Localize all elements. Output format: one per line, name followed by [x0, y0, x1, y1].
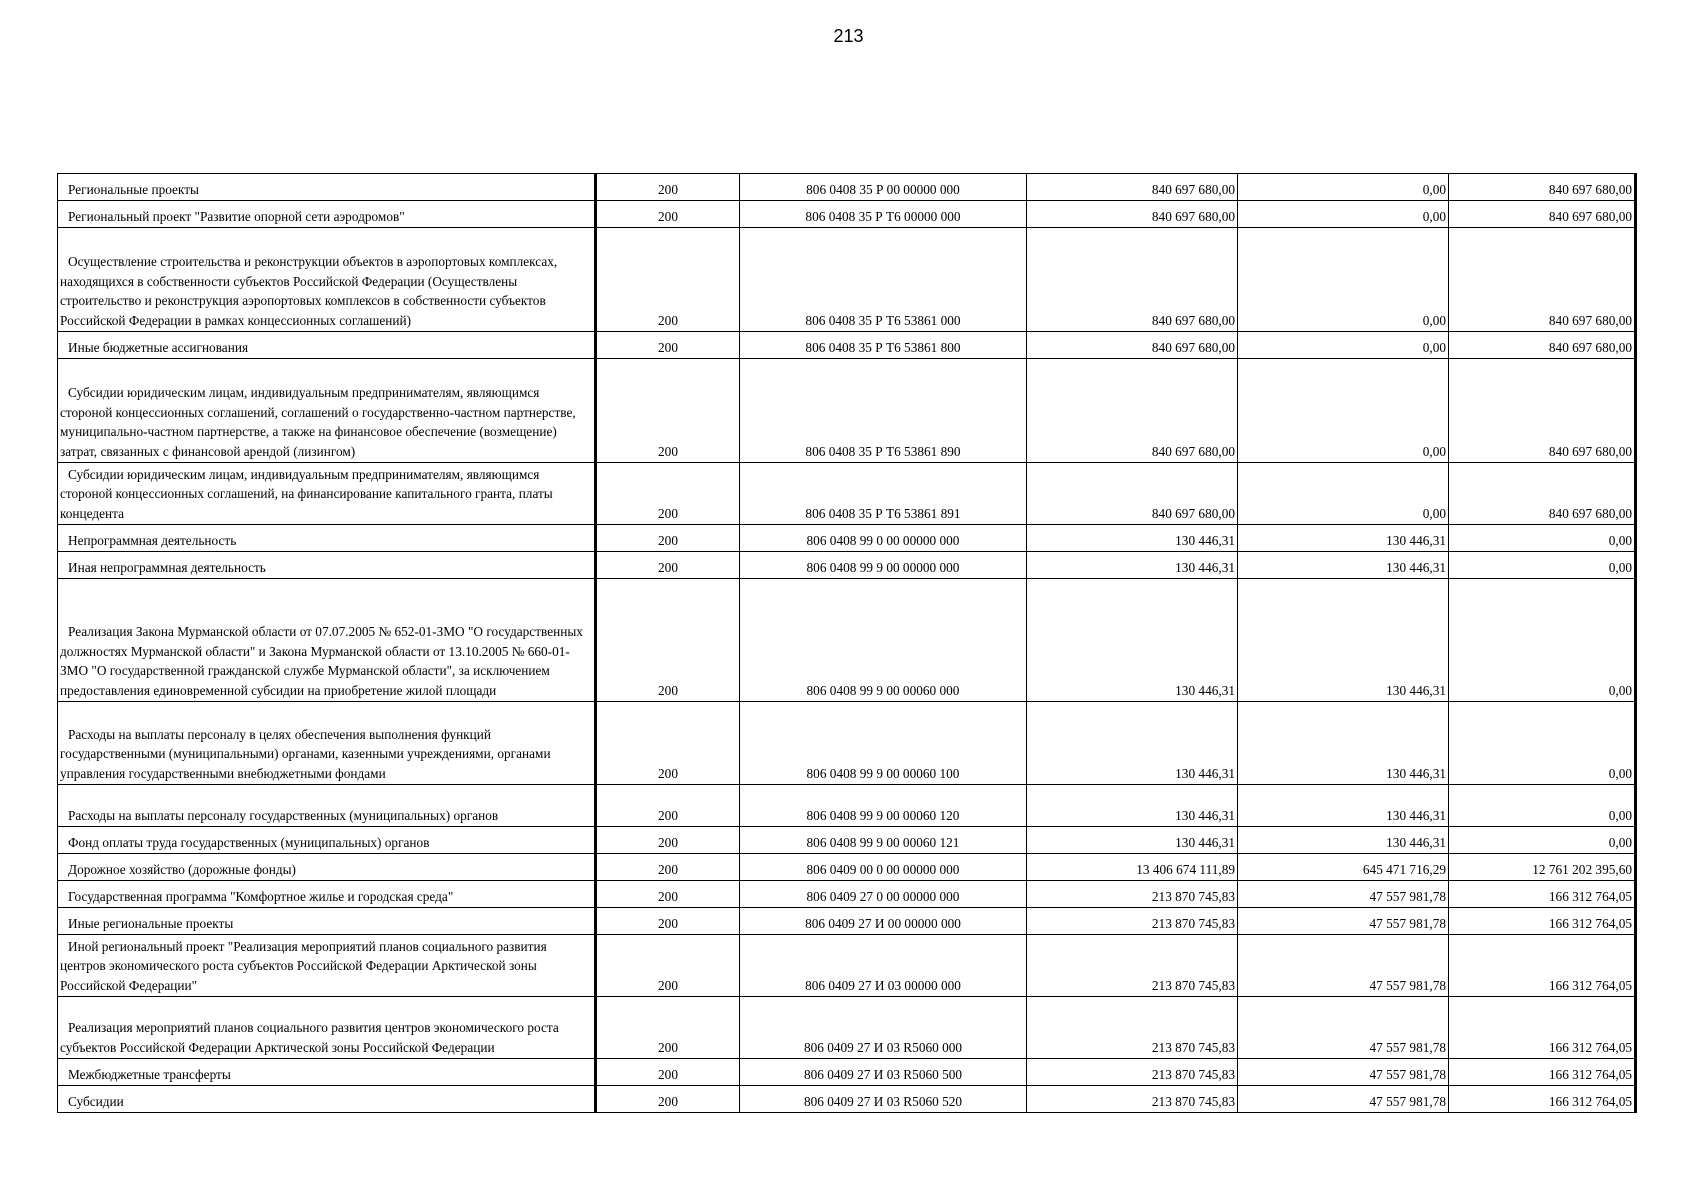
row-name: [58, 881, 596, 908]
row-line-code: 200: [596, 997, 740, 1059]
row-executed: 645 471 716,29: [1238, 854, 1449, 881]
row-unexecuted: 840 697 680,00: [1449, 174, 1636, 201]
row-classification: 806 0408 99 0 00 00000 000: [740, 525, 1027, 552]
row-executed: 130 446,31: [1238, 702, 1449, 785]
table-row: [58, 1086, 1636, 1113]
row-line-code: 200: [596, 174, 740, 201]
row-approved: 840 697 680,00: [1027, 228, 1238, 332]
row-unexecuted: 840 697 680,00: [1449, 463, 1636, 525]
row-approved: 130 446,31: [1027, 827, 1238, 854]
row-classification: 806 0409 27 И 03 R5060 500: [740, 1059, 1027, 1086]
budget-table: [57, 173, 1637, 1113]
row-name-text: Иные региональные проекты: [68, 915, 234, 931]
row-name-text: Фонд оплаты труда государственных (муниципальных) органов: [68, 834, 430, 850]
table-row: [58, 525, 1636, 552]
row-unexecuted: 0,00: [1449, 552, 1636, 579]
row-name: [58, 827, 596, 854]
row-approved: 840 697 680,00: [1027, 201, 1238, 228]
row-unexecuted: 840 697 680,00: [1449, 359, 1636, 463]
row-line-code: 200: [596, 359, 740, 463]
row-line-code: 200: [596, 1086, 740, 1113]
row-classification: 806 0409 27 И 03 R5060 000: [740, 997, 1027, 1059]
row-executed: 0,00: [1238, 332, 1449, 359]
row-executed: 0,00: [1238, 228, 1449, 332]
row-unexecuted: 166 312 764,05: [1449, 1086, 1636, 1113]
row-name: [58, 702, 596, 785]
table-row: [58, 552, 1636, 579]
row-name-text: Субсидии юридическим лицам, индивидуальным предпринимателям, являющимся стороной концессионных соглашений, на финансирование капитального гранта, платы концедента: [60, 466, 553, 521]
row-executed: 130 446,31: [1238, 827, 1449, 854]
table-row: [58, 174, 1636, 201]
row-line-code: 200: [596, 702, 740, 785]
table-row: [58, 359, 1636, 463]
row-executed: 47 557 981,78: [1238, 881, 1449, 908]
table-row: [58, 463, 1636, 525]
row-name: [58, 332, 596, 359]
row-unexecuted: 0,00: [1449, 702, 1636, 785]
table-row: [58, 579, 1636, 702]
row-executed: 0,00: [1238, 174, 1449, 201]
row-classification: 806 0409 27 И 03 R5060 520: [740, 1086, 1027, 1113]
row-executed: 130 446,31: [1238, 579, 1449, 702]
row-executed: 130 446,31: [1238, 525, 1449, 552]
row-name-text: Непрограммная деятельность: [68, 532, 237, 548]
row-unexecuted: 840 697 680,00: [1449, 332, 1636, 359]
row-name-text: Государственная программа "Комфортное жилье и городская среда": [68, 888, 454, 904]
row-name-text: Региональный проект "Развитие опорной сети аэродромов": [68, 208, 405, 224]
row-name-text: Реализация мероприятий планов социального развития центров экономического роста субъектов Российской Федерации Арктической зоны Российской Федерации: [60, 1020, 559, 1055]
row-line-code: 200: [596, 935, 740, 997]
row-name-text: Дорожное хозяйство (дорожные фонды): [68, 861, 296, 877]
table-row: [58, 228, 1636, 332]
table-row: [58, 702, 1636, 785]
row-name: [58, 854, 596, 881]
row-name: [58, 1059, 596, 1086]
row-name: [58, 552, 596, 579]
row-unexecuted: 840 697 680,00: [1449, 228, 1636, 332]
row-name: [58, 908, 596, 935]
row-line-code: 200: [596, 908, 740, 935]
row-executed: 130 446,31: [1238, 785, 1449, 827]
row-classification: 806 0408 35 Р Т6 53861 890: [740, 359, 1027, 463]
row-executed: 47 557 981,78: [1238, 997, 1449, 1059]
row-line-code: 200: [596, 201, 740, 228]
row-name: [58, 785, 596, 827]
row-classification: 806 0408 99 9 00 00060 120: [740, 785, 1027, 827]
row-approved: 213 870 745,83: [1027, 908, 1238, 935]
row-classification: 806 0409 27 И 00 00000 000: [740, 908, 1027, 935]
row-line-code: 200: [596, 579, 740, 702]
row-approved: 840 697 680,00: [1027, 174, 1238, 201]
row-name: [58, 201, 596, 228]
table-row: [58, 201, 1636, 228]
row-name: [58, 359, 596, 463]
table-row: [58, 1059, 1636, 1086]
row-unexecuted: 12 761 202 395,60: [1449, 854, 1636, 881]
row-approved: 840 697 680,00: [1027, 359, 1238, 463]
row-approved: 130 446,31: [1027, 579, 1238, 702]
row-executed: 47 557 981,78: [1238, 1059, 1449, 1086]
row-approved: 213 870 745,83: [1027, 1059, 1238, 1086]
row-line-code: 200: [596, 881, 740, 908]
row-unexecuted: 166 312 764,05: [1449, 935, 1636, 997]
row-approved: 213 870 745,83: [1027, 935, 1238, 997]
row-approved: 130 446,31: [1027, 525, 1238, 552]
row-line-code: 200: [596, 854, 740, 881]
row-classification: 806 0408 35 Р Т6 53861 000: [740, 228, 1027, 332]
row-name-text: Субсидии юридическим лицам, индивидуальным предпринимателям, являющимся стороной концессионных соглашений, соглашений о государственно-частном партнерстве, муниципально-частном партнерстве, а также на финансовое обеспечение (возмещение) затрат, связанных с финансовой арендой (лизингом): [60, 385, 576, 459]
row-line-code: 200: [596, 228, 740, 332]
row-classification: 806 0408 35 Р Т6 53861 891: [740, 463, 1027, 525]
row-line-code: 200: [596, 463, 740, 525]
table-row: [58, 997, 1636, 1059]
row-classification: 806 0408 35 Р Т6 00000 000: [740, 201, 1027, 228]
row-approved: 840 697 680,00: [1027, 332, 1238, 359]
row-unexecuted: 166 312 764,05: [1449, 908, 1636, 935]
table-row: [58, 881, 1636, 908]
row-classification: 806 0408 35 Р 00 00000 000: [740, 174, 1027, 201]
table-row: [58, 935, 1636, 997]
row-classification: 806 0408 99 9 00 00060 000: [740, 579, 1027, 702]
row-approved: 840 697 680,00: [1027, 463, 1238, 525]
row-classification: 806 0409 00 0 00 00000 000: [740, 854, 1027, 881]
row-name-text: Иная непрограммная деятельность: [68, 559, 266, 575]
row-name: [58, 525, 596, 552]
row-executed: 47 557 981,78: [1238, 1086, 1449, 1113]
page-number: 213: [833, 26, 864, 46]
row-name: [58, 228, 596, 332]
row-line-code: 200: [596, 1059, 740, 1086]
row-approved: 130 446,31: [1027, 552, 1238, 579]
row-executed: 0,00: [1238, 201, 1449, 228]
row-name: [58, 463, 596, 525]
row-classification: 806 0408 99 9 00 00060 121: [740, 827, 1027, 854]
row-approved: 213 870 745,83: [1027, 881, 1238, 908]
row-unexecuted: 166 312 764,05: [1449, 997, 1636, 1059]
table-row: [58, 827, 1636, 854]
row-executed: 0,00: [1238, 463, 1449, 525]
row-unexecuted: 166 312 764,05: [1449, 881, 1636, 908]
row-classification: 806 0408 99 9 00 00060 100: [740, 702, 1027, 785]
row-executed: 0,00: [1238, 359, 1449, 463]
row-name-text: Расходы на выплаты персоналу в целях обеспечения выполнения функций государственными (муниципальными) органами, казенными учреждениями, органами управления государственными внебюджетными фондами: [60, 726, 551, 781]
table-row: [58, 854, 1636, 881]
row-approved: 13 406 674 111,89: [1027, 854, 1238, 881]
row-name-text: Субсидии: [68, 1093, 124, 1109]
row-approved: 213 870 745,83: [1027, 997, 1238, 1059]
table-row: [58, 785, 1636, 827]
row-approved: 213 870 745,83: [1027, 1086, 1238, 1113]
row-name-text: Иные бюджетные ассигнования: [68, 339, 249, 355]
row-name: [58, 1086, 596, 1113]
table-body: [58, 174, 1636, 1113]
row-classification: 806 0409 27 И 03 00000 000: [740, 935, 1027, 997]
row-name: [58, 174, 596, 201]
row-approved: 130 446,31: [1027, 785, 1238, 827]
row-unexecuted: 0,00: [1449, 785, 1636, 827]
row-executed: 130 446,31: [1238, 552, 1449, 579]
table-row: [58, 908, 1636, 935]
table-row: [58, 332, 1636, 359]
row-name: [58, 579, 596, 702]
row-classification: 806 0408 99 9 00 00000 000: [740, 552, 1027, 579]
row-line-code: 200: [596, 827, 740, 854]
row-approved: 130 446,31: [1027, 702, 1238, 785]
row-line-code: 200: [596, 552, 740, 579]
row-classification: 806 0408 35 Р Т6 53861 800: [740, 332, 1027, 359]
row-unexecuted: 840 697 680,00: [1449, 201, 1636, 228]
row-name: [58, 935, 596, 997]
row-line-code: 200: [596, 332, 740, 359]
row-unexecuted: 166 312 764,05: [1449, 1059, 1636, 1086]
row-name-text: Иной региональный проект "Реализация мероприятий планов социального развития центров экономического роста субъектов Российской Федерации Арктической зоны Российской Федерации": [60, 938, 547, 993]
row-executed: 47 557 981,78: [1238, 908, 1449, 935]
row-name-text: Реализация Закона Мурманской области от 07.07.2005 № 652-01-ЗМО "О государственных должностях Мурманской области" и Закона Мурманской области от 13.10.2005 № 660-01-ЗМО "О государственной гражданской службе Мурманской области", за исключением предоставления единовременной субсидии на приобретение жилой площади: [60, 624, 583, 698]
row-line-code: 200: [596, 525, 740, 552]
row-line-code: 200: [596, 785, 740, 827]
row-name-text: Осуществление строительства и реконструкции объектов в аэропортовых комплексах, находящихся в собственности субъектов Российской Федерации (Осуществлены строительство и реконструкция аэропортовых комплексов в собственности субъектов Российской Федерации в рамках концессионных соглашений): [60, 254, 558, 328]
row-unexecuted: 0,00: [1449, 579, 1636, 702]
row-executed: 47 557 981,78: [1238, 935, 1449, 997]
row-unexecuted: 0,00: [1449, 525, 1636, 552]
row-classification: 806 0409 27 0 00 00000 000: [740, 881, 1027, 908]
row-unexecuted: 0,00: [1449, 827, 1636, 854]
row-name: [58, 997, 596, 1059]
row-name-text: Расходы на выплаты персоналу государственных (муниципальных) органов: [68, 807, 499, 823]
row-name-text: Региональные проекты: [68, 181, 199, 197]
row-name-text: Межбюджетные трансферты: [68, 1066, 231, 1082]
